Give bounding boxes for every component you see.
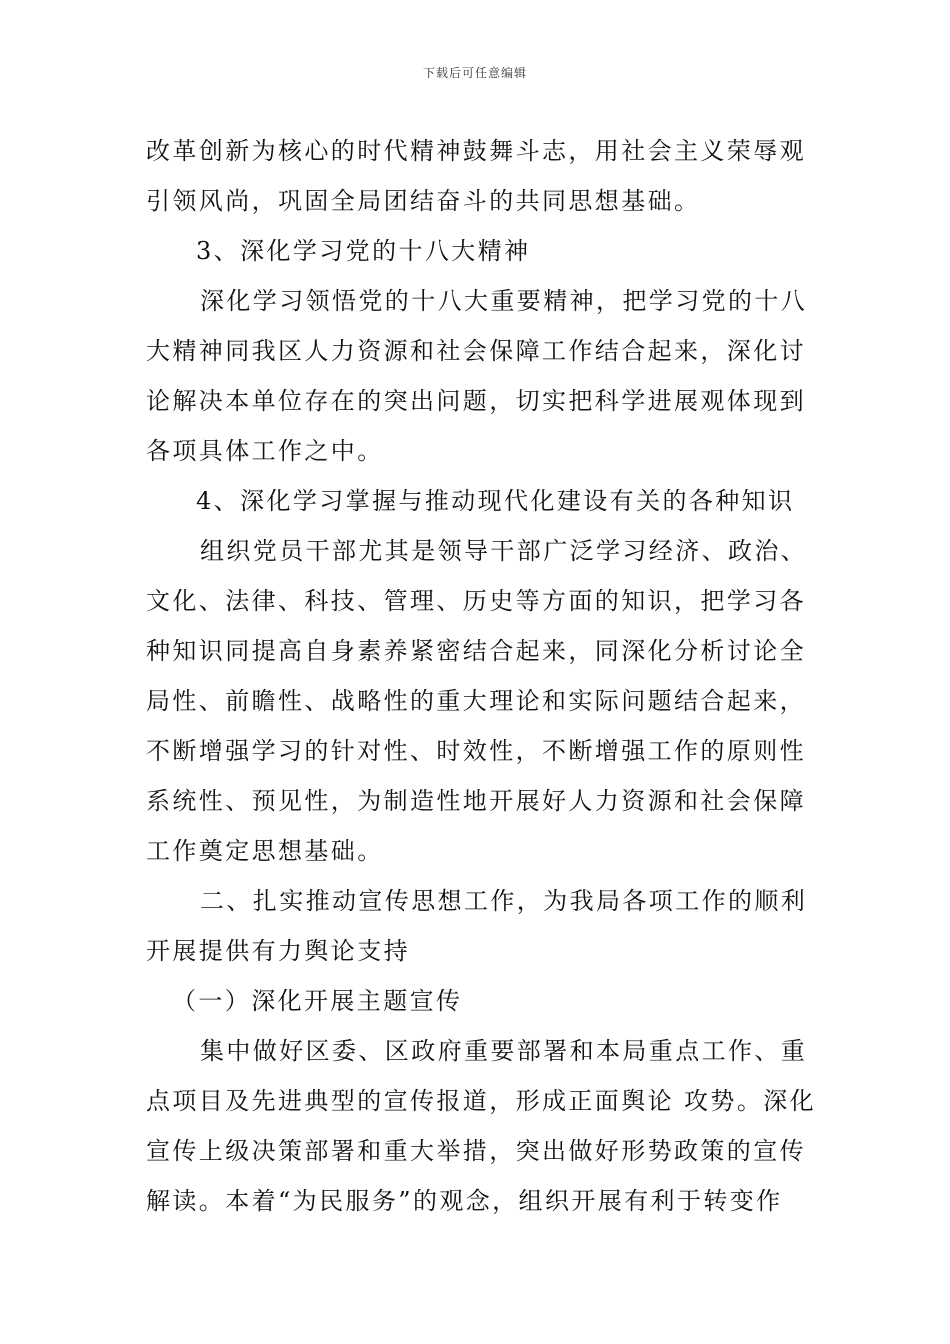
page-header: 下载后可任意编辑 [422, 66, 527, 80]
text-line: 点项目及先进典型的宣传报道，形成正面舆论 攻势。深化 [146, 1087, 817, 1115]
text-line: 工作奠定思想基础。 [146, 837, 384, 865]
document-body [146, 126, 817, 1226]
text-line: 文化、法律、科技、管理、历史等方面的知识，把学习各 [146, 587, 806, 615]
text-line: 系统性、预见性，为制造性地开展好人力资源和社会保障 [146, 787, 806, 815]
text-line: 引领风尚，巩固全局团结奋斗的共同思想基础。 [146, 187, 701, 215]
section-heading: 4、深化学习掌握与推动现代化建设有关的各种知识 [196, 487, 795, 515]
text-line: 组织党员干部尤其是领导干部广泛学习经济、政治、 [200, 537, 808, 565]
text-line: 不断增强学习的针对性、时效性，不断增强工作的原则性 [146, 737, 806, 765]
text-line: 大精神同我区人力资源和社会保障工作结合起来，深化讨 [146, 337, 806, 365]
text-line: 改革创新为核心的时代精神鼓舞斗志，用社会主义荣辱观 [146, 137, 806, 165]
text-line: 解读。本着“为民服务”的观念，组织开展有利于转变作 [146, 1187, 783, 1215]
text-line: 论解决本单位存在的突出问题，切实把科学进展观体现到 [146, 387, 806, 415]
text-line: 各项具体工作之中。 [146, 437, 384, 465]
text-line: 深化学习领悟党的十八大重要精神，把学习党的十八 [200, 287, 808, 315]
section-heading: 3、深化学习党的十八大精神 [196, 237, 531, 265]
text-line: 集中做好区委、区政府重要部署和本局重点工作、重 [200, 1037, 808, 1065]
text-line: 宣传上级决策部署和重大举措，突出做好形势政策的宣传 [146, 1137, 806, 1165]
section-heading: 二、扎实推动宣传思想工作，为我局各项工作的顺利 [200, 887, 808, 915]
text-line: 开展提供有力舆论支持 [146, 937, 410, 965]
text-line: 局性、前瞻性、战略性的重大理论和实际问题结合起来， [146, 687, 806, 715]
text-line: 种知识同提高自身素养紧密结合起来，同深化分析讨论全 [146, 637, 806, 665]
subsection-heading: （一）深化开展主题宣传 [172, 987, 463, 1015]
